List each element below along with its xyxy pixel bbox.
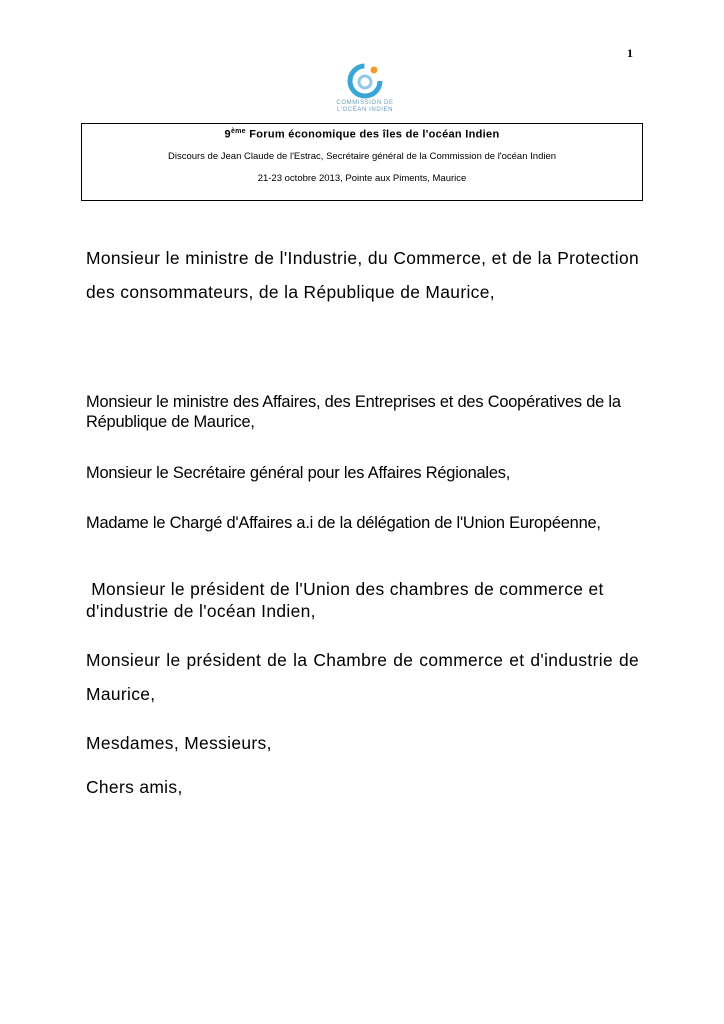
- salutation-paragraph: Monsieur le ministre de l'Industrie, du Commerce, et de la Protection des consommateurs, de la République de Maurice,: [86, 248, 639, 302]
- logo-text-line1: COMMISSION DE: [336, 100, 394, 106]
- salutation-paragraph: Monsieur le Secrétaire général pour les Affaires Régionales,: [86, 464, 511, 482]
- header-box: [81, 123, 643, 201]
- speech-author-line: Discours de Jean Claude de l'Estrac, Secrétaire général de la Commission de l'océan Indien: [167, 150, 557, 162]
- forum-title-text: Forum économique des îles de l'océan Indien: [249, 128, 500, 141]
- salutation-paragraph: Madame le Chargé d'Affaires a.i de la délégation de l'Union Européenne,: [86, 514, 601, 532]
- logo-swirl-icon: [345, 60, 385, 100]
- forum-number: 9: [224, 128, 231, 141]
- date-location-line: 21-23 octobre 2013, Pointe aux Piments, Maurice: [257, 172, 467, 184]
- salutation-paragraph: Monsieur le ministre des Affaires, des Entreprises et des Coopératives de la République de Maurice,: [86, 393, 621, 431]
- salutation-paragraph: Monsieur le président de l'Union des chambres de commerce et d'industrie de l'océan Indien,: [86, 579, 609, 621]
- salutation-paragraph: Mesdames, Messieurs,: [86, 733, 272, 753]
- page-number: 1: [627, 46, 633, 60]
- forum-number-suffix: ème: [230, 128, 246, 135]
- salutation-paragraph: Chers amis,: [86, 777, 183, 797]
- commission-logo: [325, 60, 405, 122]
- forum-title: [82, 128, 642, 141]
- salutation-paragraph: Monsieur le président de la Chambre de commerce et d'industrie de Maurice,: [86, 650, 639, 704]
- logo-text-line2: L'OCÉAN INDIEN: [336, 107, 394, 113]
